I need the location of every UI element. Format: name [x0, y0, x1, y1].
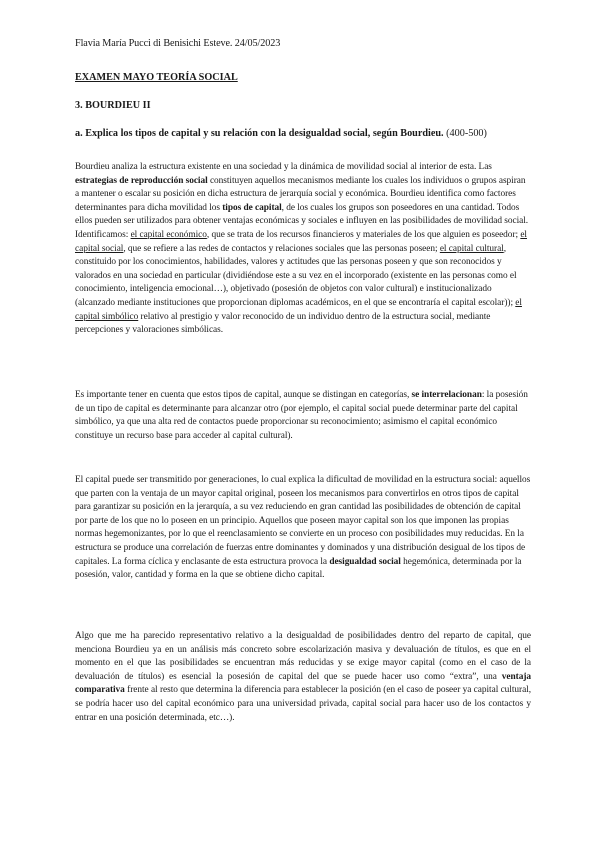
bold-term-capital-types: tipos de capital: [222, 202, 282, 213]
question-heading: [75, 128, 535, 139]
bold-term-reproduction-strategies: estrategias de reproducción social: [75, 175, 208, 186]
underlined-term-social-capital: el capital social: [75, 229, 527, 254]
text-run: , que se trata de los recursos financieros y materiales de los que alguien es poseedor;: [206, 229, 521, 240]
paragraph-capital-types: [75, 161, 531, 338]
paragraph-interrelation: [75, 389, 531, 443]
text-run: relativo al prestigio y valor reconocido de un individuo dentro de la estructura social, mediante percepciones y valoraciones simbólicas.: [75, 311, 491, 336]
paragraph-personal-reflection: [75, 630, 531, 725]
text-run: , que se refiere a las redes de contactos y relaciones sociales que las personas poseen;: [123, 243, 440, 254]
paragraph-transmission: [75, 474, 531, 583]
bold-term-interrelate: se interrelacionan: [411, 390, 482, 400]
underlined-term-economic-capital: el capital económico: [130, 229, 207, 240]
underlined-term-symbolic-capital: el capital simbólico: [75, 297, 522, 322]
text-run: , constituido por los conocimientos, habilidades, valores y actitudes que las personas poseen y que son reconocidos y valorados en una sociedad en particular (dividiéndose este a su vez en el incorporado (existente en las personas como el conocimiento, inteligencia emocional…), objetivado (posesión de objetos con valor cultural) e institucionalizado (alcanzado mediante instituciones que proporcionan diplomas académicos, en el que se encontraría el capital escolar));: [75, 243, 517, 308]
text-run: El capital puede ser transmitido por generaciones, lo cual explica la dificultad de movilidad en la estructura social: aquellos que parten con la ventaja de un mayor capital original, poseen los mecanismos para convertirlos en otros tipos de capital para garantizar su posición en la jerarquía, a su vez reduciendo en gran cantidad las posibilidades de obtención de capital por parte de los que no lo poseen en un principio. Aquellos que poseen mayor capital son los que imponen las propias normas hegemonizantes, por lo que el reenclasamiento se convierte en un proceso con posibilidades muy reducidas. En la estructura se produce una correlación de fuerzas entre dominantes y dominados y una distribución desigual de los tipos de capitales. La forma cíclica y enclasante de esta estructura provoca la: [75, 475, 531, 567]
exam-title: EXAMEN MAYO TEORÍA SOCIAL: [75, 72, 238, 83]
text-run: Algo que me ha parecido representativo relativo a la desigualdad de posibilidades dentro del reparto de capital, que menciona Bourdieu ya en un análisis más concreto sobre escolarización masiva y devaluación de títulos, es que en el momento en el que las posibilidades se encuentran más reducidas y se exige mayor capital (como en el caso de la devaluación de títulos) es esencial la posesión de capital del que se puede hacer uso como “extra”, una: [75, 631, 531, 682]
text-run: constituyen aquellos mecanismos mediante los cuales los individuos o grupos aspiran a mantener o escalar su posición en dicha estructura de jerarquía social y económica. Bourdieu identifica como factores determinantes para dicha movilidad los: [75, 175, 526, 213]
bold-term-social-inequality: desigualdad social: [329, 556, 401, 567]
text-run: Bourdieu analiza la estructura existente en una sociedad y la dinámica de movilidad social al interior de esta. Las: [75, 162, 492, 172]
section-title: 3. BOURDIEU II: [75, 100, 151, 111]
text-run: , de los cuales los grupos son poseedores en una cantidad. Todos ellos pueden ser utilizados para obtener ventajas económicas y sociales e influyen en las posibilidades de movilidad social. Identificamos:: [75, 202, 529, 240]
underlined-term-cultural-capital: el capital cultural: [439, 243, 504, 254]
author-date-header: Flavia María Pucci di Benisichi Esteve. 24/05/2023: [75, 38, 281, 49]
question-word-range: (400-500): [443, 128, 487, 139]
question-text: a. Explica los tipos de capital y su relación con la desigualdad social, según Bourdieu.: [75, 128, 444, 139]
text-run: hegemónica, determinada por la posesión, valor, cantidad y forma en la que se obtiene dicho capital.: [75, 556, 522, 581]
bold-term-comparative-advantage: ventaja comparativa: [75, 671, 531, 696]
text-run: Es importante tener en cuenta que estos tipos de capital, aunque se distingan en categorías,: [75, 390, 412, 400]
text-run: : la posesión de un tipo de capital es determinante para alcanzar otro (por ejemplo, el capital social puede determinar parte del capital simbólico, ya que una alta red de contactos puede proporcionar su reconocimiento; asimismo el capital económico constituye un recurso base para acceder al capital cultural).: [75, 390, 528, 441]
text-run: frente al resto que determina la diferencia para establecer la posición (en el caso de poseer ya capital cultural, se podría hacer uso del capital económico para una universidad privada, capital social para hacer uso de los contactos y entrar en una posición determinada, etc…).: [75, 685, 531, 723]
